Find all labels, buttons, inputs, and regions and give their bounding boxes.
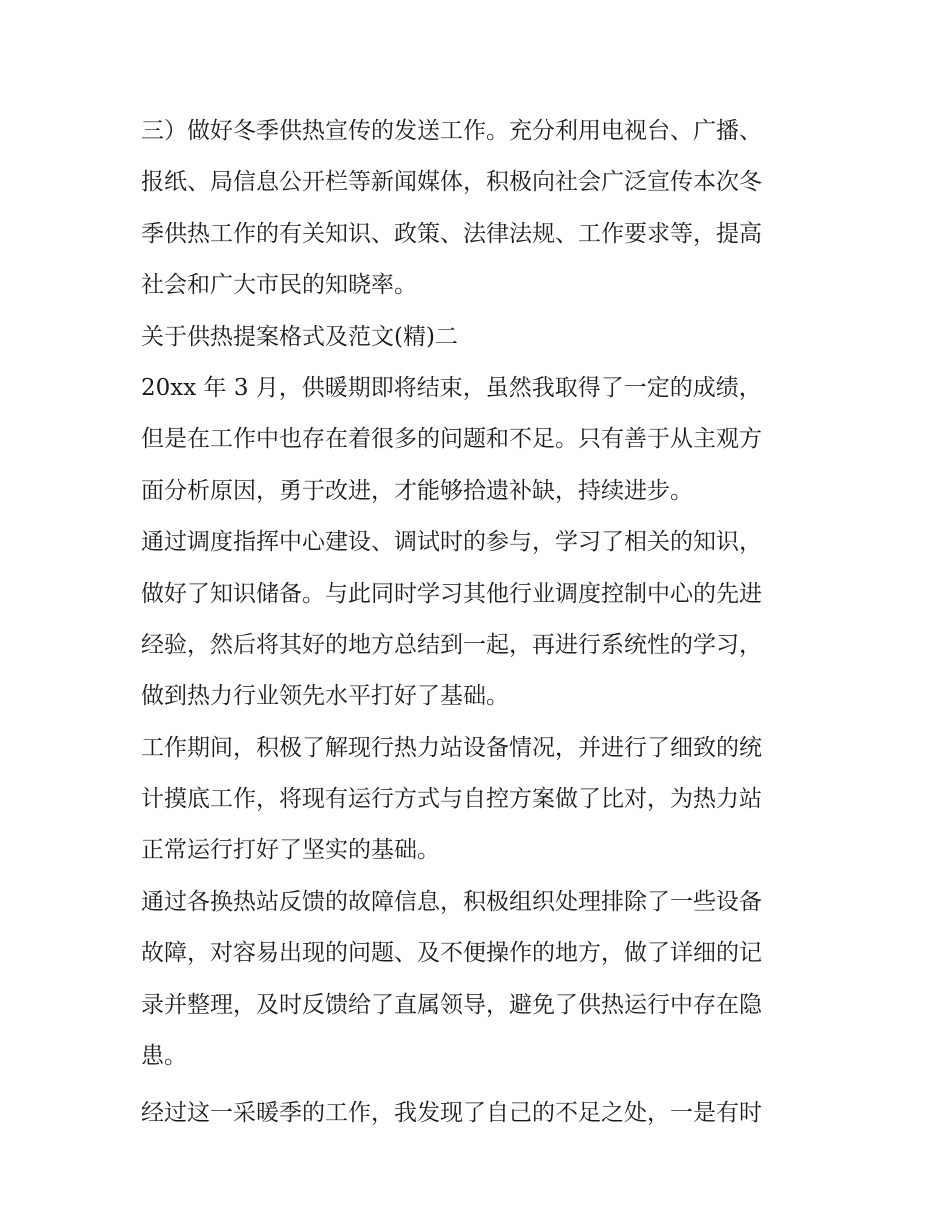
text-line: 做好了知识储备。与此同时学习其他行业调度控制中心的先进 (141, 580, 762, 607)
text-line: 计摸底工作，将现有运行方式与自控方案做了比对，为热力站 (141, 786, 762, 813)
text-line: 三）做好冬季供热宣传的发送工作。充分利用电视台、广播、 (141, 118, 762, 144)
text-line: 工作期间，积极了解现行热力站设备情况，并进行了细致的统 (141, 734, 762, 761)
text-line: 患。 (141, 1043, 187, 1070)
text-line: 录并整理，及时反馈给了直属领导，避免了供热运行中存在隐 (141, 991, 762, 1018)
text-line: 面分析原因，勇于改进，才能够拾遗补缺，持续进步。 (141, 477, 693, 504)
section-heading: 关于供热提案格式及范文(精)二 (141, 323, 458, 350)
text-line: 季供热工作的有关知识、政策、法律法规、工作要求等，提高 (141, 220, 762, 247)
text-line: 但是在工作中也存在着很多的问题和不足。只有善于从主观方 (141, 426, 762, 453)
text-line: 通过各换热站反馈的故障信息，积极组织处理排除了一些设备 (141, 888, 762, 915)
text-line: 故障，对容易出现的问题、及不便操作的地方，做了详细的记 (141, 940, 762, 967)
text-line: 社会和广大市民的知晓率。 (141, 272, 417, 299)
text-line: 报纸、局信息公开栏等新闻媒体，积极向社会广泛宣传本次冬 (141, 169, 762, 196)
document-body (141, 106, 831, 1140)
text-line: 做到热力行业领先水平打好了基础。 (141, 683, 509, 710)
text-line: 正常运行打好了坚实的基础。 (141, 837, 440, 864)
text-line: 经过这一采暖季的工作，我发现了自己的不足之处，一是有时 (141, 1100, 762, 1127)
text-line: 通过调度指挥中心建设、调试时的参与，学习了相关的知识， (141, 529, 762, 556)
text-line: 20xx 年 3 月，供暖期即将结束，虽然我取得了一定的成绩， (141, 374, 762, 401)
text-line: 经验，然后将其好的地方总结到一起，再进行系统性的学习， (141, 631, 762, 658)
